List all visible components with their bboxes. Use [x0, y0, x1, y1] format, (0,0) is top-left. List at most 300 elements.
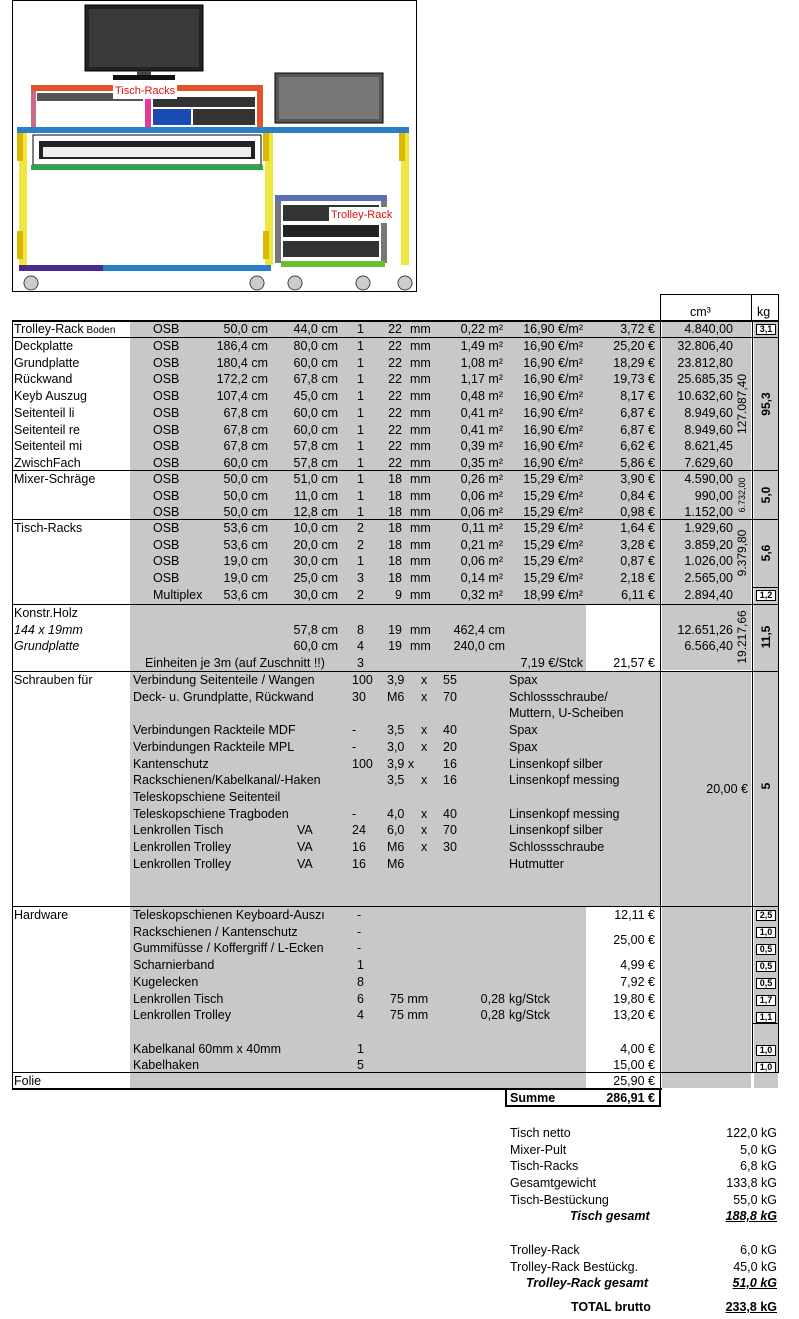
cell: 3,0 [387, 739, 405, 754]
cell: 75 mm [390, 991, 429, 1006]
cell: x [421, 673, 428, 687]
cell: 60,0 cm [293, 639, 338, 654]
cell: 16,90 €/m² [523, 422, 583, 437]
cell: Muttern, U-Scheiben [509, 706, 624, 721]
cell: x [421, 823, 428, 838]
rotated-sum: 127.087,40 [735, 373, 749, 435]
cell: 57,8 cm [293, 439, 338, 454]
row-name: Rückwand [14, 372, 73, 387]
cell: 19,73 € [613, 372, 655, 387]
cell: 15,29 €/m² [523, 488, 583, 503]
cell: mm [410, 322, 431, 336]
cell: 0,28 [480, 1008, 505, 1023]
cell: 4,0 [387, 806, 405, 821]
cell: Lenkrollen Trolley [133, 856, 231, 871]
cell: 8.621,45 [684, 439, 733, 454]
cell: M6 [387, 689, 405, 704]
cell: Deck- u. Grundplatte, Rückwand [133, 689, 314, 704]
cell: 12.651,26 [677, 622, 733, 637]
cell: 3,72 € [620, 322, 655, 336]
row-name: Keyb Auszug [14, 389, 87, 404]
cell: 1 [357, 439, 364, 454]
cell: Lenkrollen Tisch [133, 991, 224, 1006]
cell: mm [410, 372, 431, 387]
cell: mm [410, 339, 431, 353]
cell: mm [410, 439, 431, 454]
cell: 44,0 cm [293, 322, 338, 336]
cell: 1 [357, 372, 364, 387]
cell: 4,00 € [620, 1041, 655, 1056]
kg-box: 1,7 [756, 995, 776, 1006]
cell: 8.949,60 [684, 405, 733, 420]
cell: 2.565,00 [684, 571, 733, 586]
cell: 6.566,40 [684, 639, 733, 654]
cell: 19,80 € [613, 991, 655, 1006]
cell: 4.590,00 [684, 472, 733, 486]
cell: 25,00 € [613, 933, 655, 948]
kg-box: 0,5 [756, 944, 776, 955]
cell: Multiplex [153, 587, 203, 602]
cell: - [357, 941, 362, 956]
kg-box: 1,0 [756, 927, 776, 938]
cell: 50,0 cm [223, 505, 268, 520]
cell: 30,0 cm [293, 554, 338, 569]
cell: 13,20 € [613, 1008, 655, 1023]
kg-box: 0,5 [756, 961, 776, 972]
rotated-sum: 11,5 [759, 625, 773, 649]
cell: 2 [357, 537, 364, 552]
cell: 32.806,40 [677, 339, 733, 353]
cell: 22 [388, 422, 402, 437]
cell: 12,8 cm [293, 505, 338, 520]
kg-box: 1,1 [756, 1012, 776, 1023]
rotated-sum: 5 [759, 782, 773, 789]
header-kg: kg [757, 305, 771, 319]
cell: 7.629,60 [684, 455, 733, 470]
cell: 462,4 cm [453, 622, 505, 637]
cell: 12,11 € [614, 908, 655, 922]
cell: OSB [153, 439, 180, 454]
cell: 1 [357, 422, 364, 437]
kg-box: 0,5 [756, 978, 776, 989]
cell: 18,29 € [613, 355, 655, 370]
weight-label: Trolley-Rack [510, 1243, 580, 1257]
cell: Rackschienen/Kabelkanal/-Haken [133, 773, 321, 788]
cell: 18 [388, 537, 402, 552]
cell: Lenkrollen Tisch [133, 823, 224, 838]
cell: 21,57 € [613, 656, 655, 671]
cell: Kugelecken [133, 974, 199, 989]
cell: Lenkrollen Trolley [133, 840, 231, 854]
group-name: Mixer-Schräge [14, 472, 96, 486]
cell: mm [410, 537, 431, 552]
cell: 16,90 €/m² [523, 322, 583, 336]
cell: 16,90 €/m² [523, 372, 583, 387]
cell: 3,90 € [620, 472, 655, 486]
cell: 0,28 [480, 991, 505, 1006]
cell: Teleskopschiene Seitenteil [133, 789, 281, 804]
cell: 25.685,35 [677, 372, 733, 387]
cell: 16 [352, 840, 366, 854]
cell: 0,41 m² [460, 405, 503, 420]
cell: 18 [388, 571, 402, 586]
cell: 1 [357, 472, 364, 486]
cell: 0,87 € [620, 554, 655, 569]
cell: mm [410, 521, 431, 535]
cell: Kantenschutz [133, 756, 209, 771]
cell: Schlossschraube [509, 840, 605, 854]
group-name: Konstr.Holz [14, 606, 78, 620]
cell: 0,22 m² [460, 322, 503, 336]
cell: 1 [357, 389, 364, 404]
cell: 1 [357, 355, 364, 370]
cell: 990,00 [694, 488, 733, 503]
cell: 3,5 [387, 723, 405, 738]
cell: 18 [388, 505, 402, 520]
cell: 0,11 m² [461, 521, 503, 535]
cell: 16,90 €/m² [523, 339, 583, 353]
cell: x [421, 689, 428, 704]
cell: 53,6 cm [223, 587, 268, 602]
cell: 8 [357, 974, 364, 989]
cell: Scharnierband [133, 958, 215, 973]
group-name: Tisch-Racks [14, 521, 83, 535]
cell: 50,0 cm [223, 322, 268, 336]
cell: OSB [153, 505, 180, 520]
label-trolley-rack: Trolley-Rack [331, 209, 393, 221]
cell: OSB [153, 372, 180, 387]
cell: mm [410, 455, 431, 470]
cell: 15,29 €/m² [523, 472, 583, 486]
kg-box: 2,5 [756, 910, 776, 921]
label-tisch-racks: Tisch-Racks [115, 85, 176, 97]
weight-label: TOTAL brutto [571, 1300, 651, 1314]
cell: 100 [352, 673, 373, 687]
cell: 1 [357, 554, 364, 569]
cell: kg/Stck [509, 991, 550, 1006]
cell: mm [410, 639, 431, 654]
cell: 186,4 cm [216, 339, 268, 353]
cell: x [421, 739, 428, 754]
cell: 22 [388, 322, 402, 336]
cell: 2 [357, 587, 364, 602]
cell: Verbindungen Rackteile MPL [133, 739, 295, 754]
rotated-sum: 19.217,66 [735, 610, 749, 664]
group-sub: Grundplatte [14, 639, 80, 654]
screw-total: 20,00 € [706, 781, 748, 796]
group-name: Trolley-Rack Boden [14, 322, 116, 336]
cell: 0,06 m² [460, 505, 503, 520]
cell: x [421, 723, 428, 738]
cell: 67,8 cm [293, 372, 338, 387]
cell: 1 [357, 488, 364, 503]
cell: 7,19 €/Stck [520, 656, 583, 671]
weight-label: Mixer-Pult [510, 1142, 567, 1157]
cell: 60,0 cm [223, 455, 268, 470]
cell: 1 [357, 405, 364, 420]
cell: 15,29 €/m² [523, 554, 583, 569]
cell: mm [410, 587, 431, 602]
cell: 172,2 cm [216, 372, 268, 387]
cell: - [352, 723, 357, 738]
cell: 16 [443, 773, 457, 788]
cell: 60,0 cm [293, 422, 338, 437]
cell: Linsenkopf silber [509, 823, 603, 838]
cell: Rackschienen / Kantenschutz [133, 924, 298, 939]
cell: Einheiten je 3m (auf Zuschnitt !!) [145, 656, 325, 671]
cell: 30 [443, 840, 457, 854]
cell: 6,87 € [620, 405, 655, 420]
cell: 16,90 €/m² [523, 455, 583, 470]
cell: 16 [352, 856, 366, 871]
weight-label: Tisch-Racks [510, 1159, 579, 1174]
cell: 1 [357, 322, 364, 336]
cell: 22 [388, 372, 402, 387]
cell: Teleskopschiene Tragboden [133, 806, 289, 821]
summe-value: 286,91 € [606, 1091, 655, 1105]
cell: VA [297, 856, 313, 871]
cell: - [357, 908, 362, 922]
cell: 18 [388, 488, 402, 503]
cell: 22 [388, 389, 402, 404]
cell: OSB [153, 571, 180, 586]
cell: mm [410, 472, 431, 486]
cell: 18 [388, 472, 402, 486]
cell: 1.026,00 [684, 554, 733, 569]
cell: 15,29 €/m² [523, 571, 583, 586]
cell: 15,29 €/m² [523, 505, 583, 520]
cell: x [421, 773, 428, 788]
cell: mm [410, 505, 431, 520]
cell: 0,14 m² [460, 571, 503, 586]
cell: 23.812,80 [677, 355, 733, 370]
cell: 0,48 m² [460, 389, 503, 404]
cell: mm [410, 405, 431, 420]
cell: 53,6 cm [223, 537, 268, 552]
cell: 107,4 cm [216, 389, 268, 404]
cell: 16,90 €/m² [523, 439, 583, 454]
weight-value: 6,0 kG [740, 1243, 777, 1257]
weight-label: Tisch gesamt [570, 1209, 650, 1223]
cell: OSB [153, 554, 180, 569]
cell: 22 [388, 439, 402, 454]
cell: Schlossschraube/ [509, 689, 608, 704]
cell: 3,9 [387, 673, 405, 687]
cell: 80,0 cm [293, 339, 338, 353]
cell: 60,0 cm [293, 405, 338, 420]
kg-box: 1,0 [756, 1045, 776, 1056]
cell: 0,32 m² [460, 587, 503, 602]
cell: 3 [357, 656, 364, 671]
cell: 100 [352, 756, 373, 771]
cell: M6 [387, 840, 405, 854]
row-name: Grundplatte [14, 355, 80, 370]
rotated-sum: 5,0 [759, 486, 773, 504]
cell: 19 [388, 639, 402, 654]
group-name: Schrauben für [14, 673, 93, 687]
cell: 0,06 m² [460, 554, 503, 569]
cell: 19,0 cm [223, 571, 268, 586]
weight-label: Trolley-Rack Bestückg. [510, 1259, 639, 1274]
rotated-sum: 5,6 [759, 544, 773, 562]
cell: 57,8 cm [293, 455, 338, 470]
cell: 18 [388, 554, 402, 569]
cell: 15,00 € [613, 1058, 655, 1073]
cell: 22 [388, 455, 402, 470]
rotated-sum: 9.379,80 [735, 529, 749, 577]
cell: 6,87 € [620, 422, 655, 437]
cell: 25,20 € [613, 339, 655, 353]
cell: mm [410, 488, 431, 503]
cell: 22 [388, 339, 402, 353]
cell: mm [410, 422, 431, 437]
cell: 180,4 cm [216, 355, 268, 370]
cell: 1.929,60 [684, 521, 733, 535]
cell: 18,99 €/m² [523, 587, 583, 602]
cell: Linsenkopf messing [509, 773, 620, 788]
cell: 10,0 cm [293, 521, 338, 535]
cell: mm [410, 622, 431, 637]
cell: - [352, 806, 357, 821]
row-name: Seitenteil mi [14, 439, 83, 454]
cell: Spax [509, 723, 538, 738]
cell: 1,17 m² [460, 372, 503, 387]
cell: Hutmutter [509, 856, 564, 871]
cell: 1 [357, 505, 364, 520]
furniture-illustration [12, 0, 417, 292]
cell: 67,8 cm [223, 439, 268, 454]
cell: 8 [357, 622, 364, 637]
cell: 2,18 € [620, 571, 655, 586]
cell: 9 [395, 587, 402, 602]
cell: 0,35 m² [460, 455, 503, 470]
cell: 0,21 m² [460, 537, 503, 552]
cell: 6,62 € [620, 439, 655, 454]
hw-shade [662, 906, 751, 1088]
cell: 53,6 cm [223, 521, 268, 535]
cell: 1,08 m² [460, 355, 503, 370]
cell: OSB [153, 355, 180, 370]
cell: 16,90 €/m² [523, 405, 583, 420]
header-cm3: cm³ [690, 305, 711, 319]
cell: 4 [357, 1008, 364, 1023]
weight-label: Gesamtgewicht [510, 1176, 597, 1191]
cell: 0,39 m² [460, 439, 503, 454]
cell: 16,90 €/m² [523, 389, 583, 404]
weight-value: 6,8 kG [740, 1159, 777, 1174]
cell: 22 [388, 405, 402, 420]
cell: 0,41 m² [460, 422, 503, 437]
cell: 50,0 cm [223, 472, 268, 486]
cell: 30,0 cm [293, 587, 338, 602]
cell: 75 mm [390, 1008, 429, 1023]
cell: 2.894,40 [684, 587, 733, 602]
cell: 2 [357, 521, 364, 535]
rotated-sum: 6.732,00 [737, 477, 747, 513]
cell: kg/Stck [509, 1008, 550, 1023]
cell: 5,86 € [620, 455, 655, 470]
weight-label: Tisch netto [510, 1126, 571, 1140]
cell: OSB [153, 339, 180, 353]
folie-total: 25,90 € [613, 1074, 655, 1088]
cell: 15,29 €/m² [523, 521, 583, 535]
cell: 6,0 [387, 823, 405, 838]
cell: OSB [153, 537, 180, 552]
cell: 3,9 x [387, 756, 415, 771]
cell: 1 [357, 958, 364, 973]
cell: Teleskopschienen Keyboard-Auszı [133, 908, 325, 922]
cell: OSB [153, 521, 180, 535]
row-name: Seitenteil li [14, 405, 75, 420]
cell: 0,98 € [620, 505, 655, 520]
cell: 19,0 cm [223, 554, 268, 569]
cell: 4.840,00 [684, 322, 733, 336]
cell: 20 [443, 739, 457, 754]
cell: x [421, 806, 428, 821]
cell: 16,90 €/m² [523, 355, 583, 370]
cell: 1,64 € [620, 521, 655, 535]
cell: Spax [509, 673, 538, 687]
weight-value: 45,0 kG [733, 1259, 777, 1274]
kg-box: 1,2 [756, 590, 776, 601]
cell: 45,0 cm [293, 389, 338, 404]
weight-label: Tisch-Bestückung [510, 1192, 609, 1207]
cell: 16 [443, 756, 457, 771]
row-name: Seitenteil re [14, 422, 81, 437]
cell: 1,49 m² [460, 339, 503, 353]
cell: 1 [357, 1041, 364, 1056]
cell: 240,0 cm [453, 639, 505, 654]
cell: 0,26 m² [460, 472, 503, 486]
cell: mm [410, 554, 431, 569]
cell: 15,29 €/m² [523, 537, 583, 552]
group-sub: 144 x 19mm [14, 622, 83, 637]
weight-value: 133,8 kG [726, 1176, 777, 1191]
cell: Kabelkanal 60mm x 40mm [133, 1041, 281, 1056]
row-name: Deckplatte [14, 339, 74, 353]
cell: OSB [153, 422, 180, 437]
cell: 19 [388, 622, 402, 637]
cell: 67,8 cm [223, 422, 268, 437]
group-name: Hardware [14, 908, 69, 922]
cell: VA [297, 840, 313, 854]
cell: 70 [443, 823, 457, 838]
cell: OSB [153, 472, 180, 486]
cell: 40 [443, 806, 457, 821]
cell: 60,0 cm [293, 355, 338, 370]
cell: 24 [352, 823, 366, 838]
cell: 3 [357, 571, 364, 586]
cell: 1.152,00 [684, 505, 733, 520]
summe-label: Summe [510, 1091, 556, 1105]
cell: 3.859,20 [684, 537, 733, 552]
cell: 1 [357, 339, 364, 353]
cell: 57,8 cm [293, 622, 338, 637]
cell: 40 [443, 723, 457, 738]
cell: 51,0 cm [293, 472, 338, 486]
cell: 3,5 [387, 773, 405, 788]
weight-label: Trolley-Rack gesamt [526, 1276, 649, 1290]
cell: 3,28 € [620, 537, 655, 552]
cell: Verbindung Seitenteile / Wangen [133, 673, 315, 687]
cell: 4,99 € [620, 958, 655, 973]
cell: OSB [153, 455, 180, 470]
cell: OSB [153, 389, 180, 404]
cell: 1 [357, 455, 364, 470]
weight-value: 188,8 kG [725, 1209, 777, 1223]
cell: - [352, 739, 357, 754]
cell: OSB [153, 488, 180, 503]
